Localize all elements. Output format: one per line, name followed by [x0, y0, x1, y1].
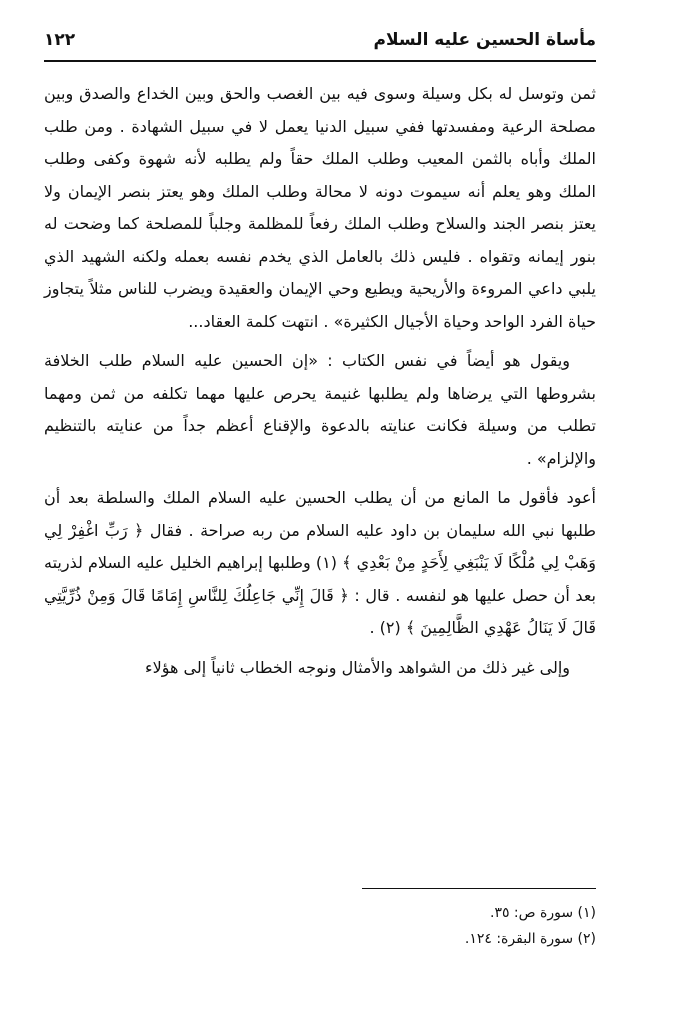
footnote-separator: [362, 888, 596, 889]
footnote: (١) سورة ص: ٣٥.: [489, 905, 596, 921]
running-header: [44, 28, 596, 58]
paragraph: أعود فأقول ما المانع من أن يطلب الحسين عليه السلام الملك والسلطة بعد أن طلبها نبي الله سليمان بن داود عليه السلام من ربه صراحة . فقال ﴿ رَبِّ اغْفِرْ لِي وَهَبْ لِي مُلْكًا لَا يَنْبَغِي لِأَحَدٍ مِنْ بَعْدِي ﴾ (١) وطلبها إبراهيم الخليل عليه السلام لذريته بعد أن حصل عليها هو لنفسه . قال : ﴿ قَالَ إِنِّي جَاعِلُكَ لِلنَّاسِ إِمَامًا قَالَ وَمِنْ ذُرِّيَّتِي قَالَ لَا يَنَالُ عَهْدِي الظَّالِمِينَ ﴾ (٢) .: [44, 488, 596, 637]
footnotes: [44, 900, 596, 952]
paragraph: ويقول هو أيضاً في نفس الكتاب : «إن الحسين عليه السلام طلب الخلافة بشروطها التي يرضاها ولم يطلبها غنيمة يحرص عليها مهما تكلفه من ثمن ومهما تطلب من وسيلة فكانت عنايته بالدعوة والإقناع أعظم جداً من عنايته بالتنظيم والإلزام» .: [44, 351, 596, 468]
paragraph: وإلى غير ذلك من الشواهد والأمثال ونوجه الخطاب ثانياً إلى هؤلاء: [145, 657, 570, 677]
header-rule: [44, 60, 596, 62]
body-text: [44, 78, 596, 691]
footnote: (٢) سورة البقرة: ١٢٤.: [464, 931, 596, 947]
page-number: ١٢٢: [44, 30, 76, 50]
paragraph: ثمن وتوسل له بكل وسيلة وسوى فيه بين الغصب والحق وبين الخداع والصدق وبين مصلحة الرعية ومفسدتها ففي سبيل الدنيا يعمل لا في سبيل الشهادة . ومن طلب الملك وأباه بالثمن المعيب وطلب الملك حقاً ولم يطلبه لأنه شهوة وكفى وطلب الملك وهو يعلم أنه سيموت دونه لا محالة وطلب الملك وهو يعتز بنصر الإيمان ولا يعتز بنصر الجند والسلاح وطلب الملك رفعاً للمظلمة وجلباً للمصلحة كما وضحت له بنور إيمانه وتقواه . فليس ذلك بالعامل الذي يخدم نفسه بعمله ولكنه الشهيد الذي يلبي داعي المروءة والأريحية ويطيع وحي الإيمان والعقيدة ويضرب للناس مثلاً يتجاوز حياة الفرد الواحد وحياة الأجيال الكثيرة» . انتهت كلمة العقاد...: [44, 84, 596, 331]
running-title: مأساة الحسين عليه السلام: [373, 30, 596, 50]
